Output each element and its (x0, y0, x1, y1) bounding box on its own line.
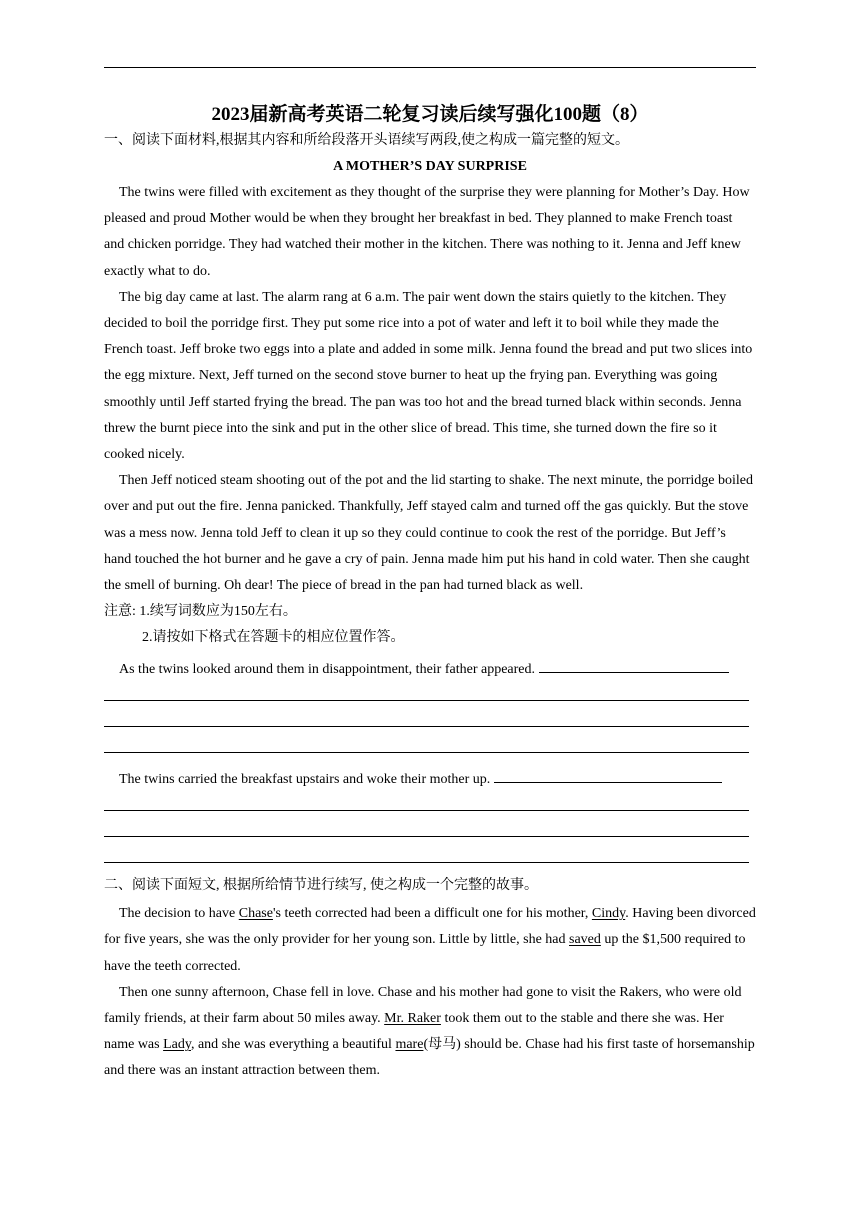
answer-line (104, 709, 756, 735)
text-run: , and she was everything a beautiful (190, 1037, 396, 1053)
section1-instruction: 一、阅读下面材料,根据其内容和所给段落开头语续写两段,使之构成一篇完整的短文。 (104, 133, 629, 148)
text-run: Then one sunny afternoon, Chase fell in love. Chase and his mother had gone to visit the Rakers, who were old family friends, at their farm about 50 miles away. (104, 984, 742, 1027)
answer-line (104, 845, 756, 871)
document-title: 2023届新高考英语二轮复习读后续写强化100题（8） (211, 104, 649, 125)
story-paragraph-2: The big day came at last. The alarm rang at 6 a.m. The pair went down the stairs quietly to the kitchen. They decided to boil the porridge first. They put some rice into a pot of water and left it to boil while they made the French toast. Jeff broke two eggs into a plate and added in some milk. Jenna found the bread and put two slices into the egg mixture. Next, Jeff turned on the second stove burner to heat up the frying pan. Everything was going smoothly until Jeff started frying the bread. The pan was too hot and the bread turned black within seconds. Jenna threw the burnt piece into the sink and put in the other slice of bread. This time, she turned down the fire so it cooked nicely. (104, 289, 753, 463)
section2-paragraph-1 (104, 901, 756, 980)
answer-line (104, 683, 756, 709)
underlined-word: saved (569, 932, 601, 948)
section2-paragraph-2 (104, 980, 756, 1085)
continuation-prompt-2 (104, 767, 756, 793)
underlined-word: Mr. Raker (384, 1011, 441, 1027)
underlined-word: Chase (238, 906, 273, 922)
answer-line (104, 735, 756, 761)
underlined-word: Lady (163, 1037, 191, 1053)
note-answer-format: 2.请按如下格式在答题卡的相应位置作答。 (142, 630, 405, 646)
text-run: up the $1,500 required to have the teeth corrected. (104, 932, 746, 974)
text-run: took them out to the stable and there she was. Her name was (104, 1011, 724, 1053)
document-content (104, 100, 756, 1085)
continuation-prompt-1 (104, 657, 756, 683)
text-run: (母马) should be. Chase had his first taste of horsemanship and there was an instant attraction between them. (104, 1037, 755, 1079)
story-paragraph-3: Then Jeff noticed steam shooting out of the pot and the lid starting to shake. The next minute, the porridge boiled over and put out the fire. Jenna panicked. Thankfully, Jeff stayed calm and turned off the gas quickly. But the stove was a mess now. Jenna told Jeff to clean it up so they could continue to cook the rest of the porridge. But Jeff’s hand touched the hot burner and he gave a cry of pain. Jenna made him put his hand in cold water. Then she caught the smell of burning. Oh dear! The piece of bread in the pan had turned black as well. (104, 473, 754, 594)
prompt-2-text: The twins carried the breakfast upstairs and woke their mother up. (119, 772, 491, 788)
answer-line (494, 768, 722, 783)
text-run: 's teeth corrected had been a difficult one for his mother, (272, 906, 592, 922)
header-rule (104, 67, 756, 68)
story-paragraph-1: The twins were filled with excitement as they thought of the surprise they were planning for Mother’s Day. How pleased and proud Mother would be when they brought her breakfast in bed. They planned to make French toast and chicken porridge. They had watched their mother in the kitchen. There was nothing to it. Jenna and Jeff knew exactly what to do. (104, 185, 750, 279)
answer-line (104, 819, 756, 845)
answer-line (539, 658, 729, 673)
text-run: The decision to have (119, 906, 239, 922)
underlined-word: Cindy (591, 906, 626, 922)
section2-instruction: 二、阅读下面短文, 根据所给情节进行续写, 使之构成一个完整的故事。 (104, 878, 538, 894)
text-run: . Having been divorced for five years, she was the only provider for her young son. Little by little, she had (104, 906, 756, 948)
answer-line (104, 793, 756, 819)
note-word-count: 注意: 1.续写词数应为150左右。 (104, 604, 297, 620)
story-title: A MOTHER’S DAY SURPRISE (333, 159, 527, 174)
underlined-word: mare (395, 1037, 424, 1053)
prompt-1-text: As the twins looked around them in disappointment, their father appeared. (119, 662, 536, 678)
